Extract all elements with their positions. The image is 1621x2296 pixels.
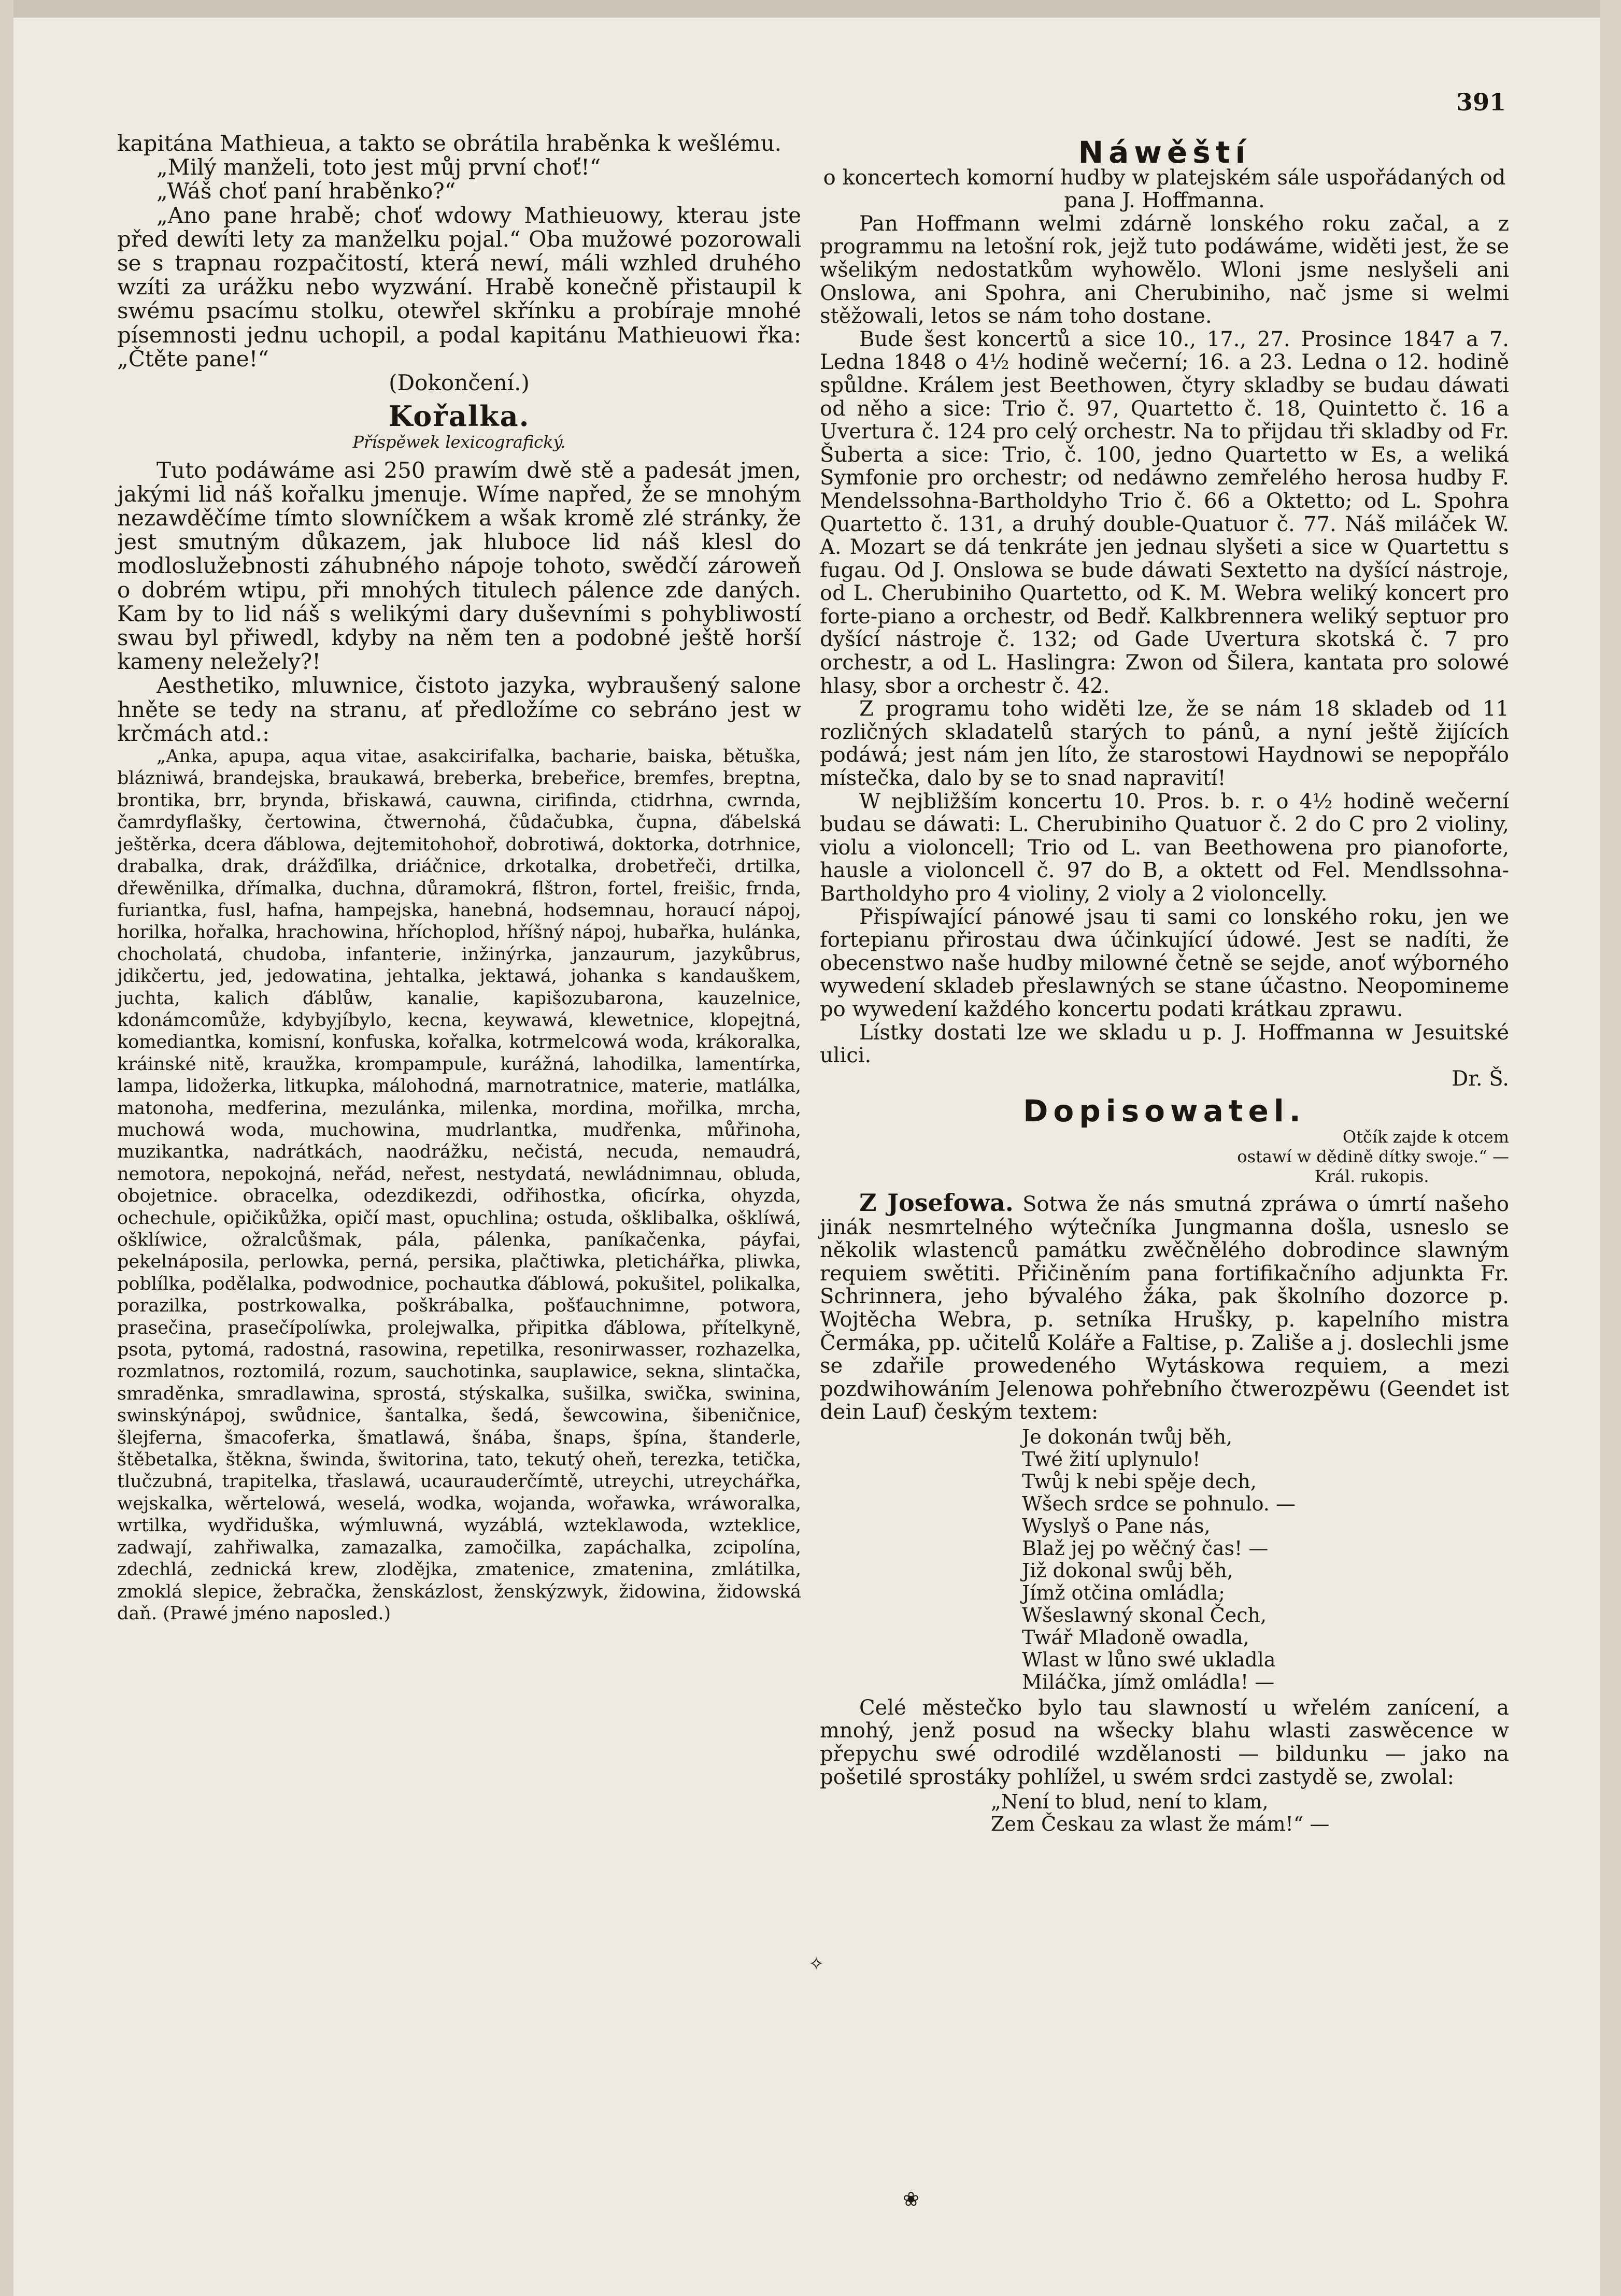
story-paragraph: „Milý manželi, toto jest můj první choť!“: [157, 154, 601, 180]
right-column: [820, 132, 1509, 1838]
article-title-nawesti: Náwěští: [1078, 135, 1251, 170]
article-paragraph: W nejbližším koncertu 10. Pros. b. r. o 4½ hodině wečerní budau se dáwati: L. Cherubiniho Quatuor č. 2 do C pro 2 violiny, violu a violoncell; Trio od L. van Beethowena pro pianoforte, hausle a violoncell č. 97 do B, a oktett od Fel. Mendlssohna-Bartholdyho pro 4 violiny, 2 violy a 2 violoncelly.: [820, 789, 1509, 906]
poem-line: Jímž otčina omládla;: [1022, 1581, 1225, 1604]
poem-line: Twůj k nebi spěje dech,: [1022, 1470, 1257, 1493]
article-paragraph: Pan Hoffmann welmi zdárně lonského roku začal, a z programmu na letošní rok, jejž tuto podáwáme, widěti jest, že se wšelikým nedostatkům wyhowělo. Wloni jsme neslyšeli ani Onslowa, ani Spohra, ani Cherubiniho, nač jsme si welmi stěžowali, letos se nám toho dostane.: [820, 211, 1509, 329]
article-paragraph: Tuto podáwáme asi 250 prawím dwě stě a padesát jmen, jakými lid náš kořalku jmenuje. Wíme napřed, že se mnohým nezawděčíme tímto slowníčkem a wšak kromě zlé stránky, že jest smutným důkazem, jak hluboce lid náš klesl do modloslužebnosti záhubného nápoje tohoto, swědčí zároweň o dobrém wtipu, při mnohých titulech pálence zde daných. Kam by to lid náš s welikými dary duševními s pohybliwostí swau byl přiwedl, kdyby na něm ten a podobné ještě horší kameny neležely?!: [117, 457, 801, 675]
left-column: [117, 132, 801, 1624]
motto-source: Král. rukopis.: [1314, 1166, 1429, 1186]
scissors-icon: ✧: [808, 1953, 824, 1975]
report-text: Sotwa že nás smutná zpráwa o úmrtí našeho jinák nesmrtelného wýtečníka Jungmanna došla, usneslo se několik wlastenců památku zwěčnělého dobrodince slawným requiem swětiti. Přičiněním pana fortifikačního adjunkta Fr. Schrinnera, jeho bývalého žáka, pak školního dozorce p. Wojtěcha Webra, p. setníka Hrušky, p. kapelního mistra Čermáka, pp. učitelů Koláře a Faltise, p. Zališe a j. doslechli jsme se zdařile prowedeného Wytáskowa requiem, a mezi pozdwihowáním Jelenowa pohřebního čtwerozpěwu (Geendet ist dein Lauf) českým textem:: [820, 1192, 1509, 1424]
poem-line: Wlast w lůno swé ukladla: [1022, 1648, 1276, 1671]
poem-line: Wyslyš o Pane nás,: [1022, 1514, 1211, 1537]
article-title-koralka: Kořalka.: [388, 400, 530, 433]
closing-quote: [991, 1791, 1509, 1835]
article-paragraph: Z programu toho widěti lze, že se nám 18 skladeb od 11 rozličných skladatelů starých to pánů, a nyní ještě žijících podáwá; jest nám jen líto, že starostowi Haydnowi se nepopřálo místečka, dalo by se to snad napravití!: [820, 697, 1509, 791]
motto-line: ostawí w dědině dítky swoje.“ —: [1237, 1146, 1509, 1166]
motto: [1131, 1127, 1509, 1186]
page-number: 391: [1456, 88, 1506, 116]
article-paragraph: Přispíwající pánowé jsau ti sami co lonského roku, jen we fortepianu přirostau dwa účinkující údowé. Jest se nadíti, že obecenstwo naše hudby milowné četně se sejde, anoť wýborného wywedení skladeb přeslawných se stane účastno. Neopomineme po wywedení každého koncertu podati krátkau zprawu.: [820, 905, 1509, 1021]
word-list: „Anka, apupa, aqua vitae, asakcirifalka, bacharie, baiska, bětuška, blázniwá, brandejska, braukawá, breberka, brebeřice, bremfes, breptna, brontika, brr, brynda, břiskawá, cauwna, cirifinda, ctidrhna, cwrnda, čamrdyflašky, čertowina, čtwernohá, čůdačubka, čupna, ďábelská ještěrka, dcera ďáblowa, dejtemitohohoř, dobrotiwá, doktorka, dotrhnice, drabalka, drak, drážďilka, driáčnice, drkotalka, drobetřeči, drtilka, dřewěnilka, dřímalka, duchna, důramokrá, flštron, fortel, freišic, frnda, furiantka, fusl, hafna, hampejska, hanebná, hodsemnau, horaucí nápoj, horilka, hořalka, hrachowina, hříchoplod, hříšný nápoj, hubařka, hulánka, chocholatá, chudoba, infanterie, inžinýrka, janzaurum, jazykůbrus, jdikčertu, jed, jedowatina, jehtalka, jektawá, johanka s kandauškem, juchta, kalich ďáblůw, kanalie, kapišozubarona, kauzelnice, kdonámcomůže, kdybyjíbylo, kecna, keywawá, klewetnice, klopejtná, komediantka, komisní, konfuska, kořalka, kotrmelcowá woda, krákoralka, kráinské nitě, kraužka, krompampule, kurážná, lahodilka, lamentírka, lampa, lidožerka, litkupka, málohodná, marnotratnice, materie, matlálka, matonoha, medferina, mezulánka, milenka, mordina, mořilka, mrcha, muchowá woda, muchowina, mudrlantka, mudřenka, můřinoha, muzikantka, nadrátkách, naodrážku, nečistá, necuda, nemaudrá, nemotora, nepokojná, neřád, neřest, nestydatá, newládnimnau, obluda, obojetnice. obracelka, odezdikezdi, odřihostka, oficírka, ohyzda, ochechule, opičikůžka, opičí mast, opuchlina; ostuda, ošklibalka, ošklíwá, ošklíwice, ožralcůšmak, pála, pálenka, paníkačenka, páyfai, pekelnáposila, perlowka, perná, persika, plačtiwka, pletichářka, pliwka, poblílka, podělalka, podwodnice, pochautka ďáblowá, pokušitel, polikalka, porazilka, postrkowalka, poškrábalka, pošťauchnimne, potwora, prasečina, prasečípolíwka, prolejwalka, připitka ďáblowa, přítelkyně, psota, pytomá, radostná, rasowina, repetilka, resonirwasser, rozhazelka, rozmlatnos, roztomilá, rozum, sauchotinka, sauplawice, sekna, slintačka, smraděnka, smradlawina, sprostá, stýskalka, sušilka, swička, swinina, swinskýnápoj, swůdnice, šantalka, šedá, šewcowina, šibeničnice, šlejferna, šmacoferka, šmatlawá, šnába, šnaps, špína, štanderle, štěbetalka, štěkna, šwinda, šwitorina, tato, tekutý oheň, terezka, tetička, tlučzubná, trapitelka, třaslawá, ucaurauderčímtě, utreychi, utreychářka, wejskalka, wěrtelowá, weselá, wodka, wojanda, wořawka, wráworalka, wrtilka, wydřiduška, wýmluwná, wyzáblá, wzteklawoda, wzteklice, zadwají, zahřiwalka, zamazalka, zamočilka, zapáchalka, zcipolína, zdechlá, zednická krew, zlodějka, zmatenice, zmatenina, zmlátilka, zmoklá slepice, žebračka, ženskázlost, ženskýzwyk, židowina, židowská daň. (Prawé jméno naposled.): [117, 746, 801, 1624]
poem-line: Wšeslawný skonal Čech,: [1022, 1603, 1267, 1627]
quote-line: „Není to blud, není to klam,: [991, 1790, 1269, 1814]
quote-line: Zem Českau za wlast že mám!“ —: [991, 1813, 1330, 1836]
poem-line: Twář Mladoně owadla,: [1022, 1625, 1249, 1649]
continued-note: (Dokončení.): [389, 370, 530, 396]
poem-line: Je dokonán twůj běh,: [1022, 1425, 1233, 1448]
story-paragraph: kapitána Mathieua, a takto se obrátila hraběnka k wešlému.: [117, 131, 782, 156]
poem-line: Miláčka, jímž omládla! —: [1022, 1670, 1275, 1693]
poem-line: Wšech srdce se pohnulo. —: [1022, 1492, 1296, 1515]
motto-line: Otčík zajde k otcem: [1342, 1126, 1509, 1147]
signature: Dr. Š.: [1452, 1066, 1509, 1091]
article-subtitle: Příspěwek lexicografický.: [352, 432, 566, 452]
article-paragraph: Bude šest koncertů a sice 10., 17., 27. Prosince 1847 a 7. Ledna 1848 o 4½ hodině wečerní; 16. a 23. Ledna o 12. hodině spůldne. Králem jest Beethowen, čtyry skladby se budau dáwati od něho a sice: Trio č. 97, Quartetto č. 18, Quintetto č. 16 a Uvertura č. 124 pro celý orchestr. Na to přijdau tři skladby od Fr. Šuberta a sice: Trio, č. 100, jedno Quartetto w Es, a weliká Symfonie pro orchestr; od nedáwno zemřelého herosa hudby F. Mendelssohna-Bartholdyho Trio č. 66 a Oktetto; od L. Spohra Quartetto č. 131, a druhý double-Quatuor č. 77. Náš miláček W. A. Mozart se dá tenkráte jen jednau slyšeti a sice w Quartettu s fugau. Od J. Onslowa se bude dáwati Sextetto na dyšící nástroje, od L. Cherubiniho Quartetto, od K. M. Webra weliký koncert pro forte-piano a orchestr, od Bedř. Kalkbrennera weliký septuor pro dyšící nástroje č. 132; od Gade Uvertura skotská č. 7 pro orchestr, a od L. Haslingra: Zwon od Šilera, kantata pro solowé hlasy, sbor a orchestr č. 42.: [820, 327, 1509, 698]
story-paragraph: „Ano pane hrabě; choť wdowy Mathieuowy, kterau jste před dewíti lety za manželku pojal.“ Oba mužowé pozorowali se s trapnau rozpačitostí, která newí, máli wzhled druhého wzíti za urážku nebo wyzwání. Hrabě konečně přistaupil k swému psacímu stolku, otewřel skřínku a probíraje mnohé písemnosti jednu uchopil, a podal kapitánu Mathieuowi řka: „Čtěte pane!“: [117, 202, 801, 372]
article-subtitle: o koncertech komorní hudby w platejském sále uspořádaných od pana J. Hoffmanna.: [823, 165, 1506, 213]
poem-line: Twé žití uplynulo!: [1022, 1447, 1201, 1471]
article-paragraph: Aesthetiko, mluwnice, čistoto jazyka, wybraušený salone hněte se tedy na stranu, ať předložíme co sebráno jest w krčmách atd.:: [117, 673, 801, 746]
poem-line: Již dokonal swůj běh,: [1022, 1559, 1233, 1582]
article-title-dopisowatel: Dopisowatel.: [1023, 1093, 1306, 1129]
story-paragraph: „Wáš choť paní hraběnko?“: [157, 178, 456, 204]
poem-line: Blaž jej po wěčný čas! —: [1022, 1536, 1269, 1560]
poem: [1022, 1426, 1509, 1693]
ornament-icon: ❀: [903, 2188, 919, 2211]
page-edge-top: [0, 0, 1621, 18]
page-edge-right: [1600, 0, 1621, 2296]
place-name: Z Josefowa.: [859, 1188, 1014, 1217]
article-paragraph: Lístky dostati lze we skladu u p. J. Hoffmanna w Jesuitské ulici.: [820, 1020, 1509, 1068]
article-paragraph: Celé městečko bylo tau slawností u wřelém zanícení, a mnohý, jenž posud na wšecky blahu wlasti zaswěcence w přepychu swé odrodilé wzdělanosti — bildunku — jako na pošetilé sprostáky pohlížel, u swém srdci zastydě se, zwolal:: [820, 1695, 1509, 1789]
page-edge-left: [0, 0, 13, 2296]
